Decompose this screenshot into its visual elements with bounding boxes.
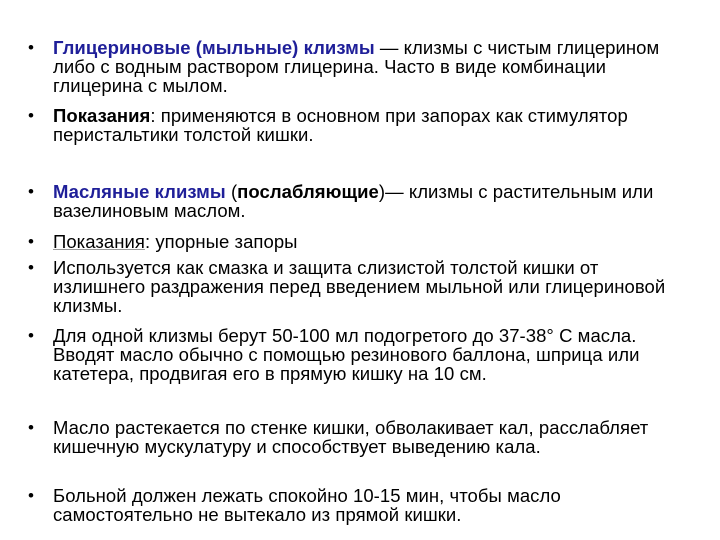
bullet-marker: •	[28, 418, 35, 437]
bullet-item-patient-rest	[28, 486, 688, 524]
definition-oil-enemas: )— клизмы с растительным или вазелиновым маслом.	[53, 181, 654, 221]
bullet-text: Масло растекается по стенке кишки, обволакивает кал, расслабляет кишечную мускулатуру и способствует выведению кала.	[53, 417, 649, 457]
bullet-item-dosage	[28, 326, 688, 383]
definition-glycerin-enemas: — клизмы с чистым глицерином либо с водным раствором глицерина. Часто в виде комбинации глицерина с мылом.	[53, 37, 660, 96]
paren-open: (	[225, 181, 238, 202]
bullet-text	[53, 182, 688, 220]
bullet-text: Для одной клизмы берут 50-100 мл подогретого до 37-38° С масла. Вводят масло обычно с помощью резинового баллона, шприца или катетера, продвигая его в прямую кишку на 10 см.	[53, 325, 640, 384]
bullet-marker: •	[28, 486, 35, 505]
bullet-item-oil-enemas	[28, 182, 688, 220]
bullet-marker: •	[28, 106, 35, 125]
bullet-item-lubrication	[28, 258, 688, 315]
bullet-marker: •	[28, 182, 35, 201]
indications-oil-text: : упорные запоры	[144, 231, 298, 252]
bullet-text: Больной должен лежать спокойно 10-15 мин, чтобы масло самостоятельно не вытекало из прямой кишки.	[53, 485, 561, 525]
bullet-text	[53, 38, 688, 95]
bullet-text	[53, 232, 688, 251]
bullet-marker: •	[28, 326, 35, 345]
bullet-marker: •	[28, 232, 35, 251]
term-indications-underlined: Показания	[53, 231, 145, 252]
bullet-marker: •	[28, 38, 35, 57]
bullet-text	[53, 106, 688, 144]
bullet-marker: •	[28, 258, 35, 277]
bullet-item-oil-spreads	[28, 418, 688, 456]
term-glycerin-enemas: Глицериновые (мыльные) клизмы	[53, 37, 375, 58]
term-laxative: послабляющие	[237, 181, 379, 202]
bullet-item-glycerin-enemas	[28, 38, 688, 95]
term-oil-enemas: Масляные клизмы	[53, 181, 226, 202]
bullet-text: Используется как смазка и защита слизистой толстой кишки от излишнего раздражения перед введением мыльной или глицериновой клизмы.	[53, 257, 666, 316]
bullet-item-indications-oil	[28, 232, 688, 251]
term-indications: Показания	[53, 105, 151, 126]
bullet-item-indications-glycerin	[28, 106, 688, 144]
indications-glycerin-text: : применяются в основном при запорах как стимулятор перистальтики толстой кишки.	[53, 105, 628, 145]
